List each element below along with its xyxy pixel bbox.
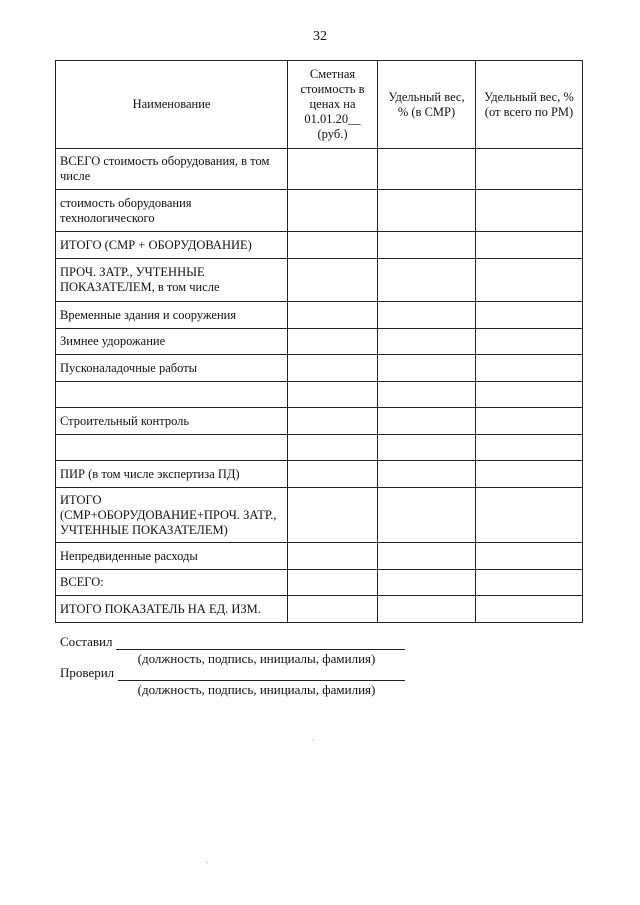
row-name: стоимость оборудования технологического — [56, 190, 288, 232]
cell — [288, 149, 378, 190]
table-row — [56, 596, 583, 623]
cell — [378, 461, 476, 488]
row-name: Непредвиденные расходы — [56, 543, 288, 570]
table-row — [56, 570, 583, 596]
cell — [476, 302, 583, 329]
cell — [288, 302, 378, 329]
cell — [288, 435, 378, 461]
cell — [378, 329, 476, 355]
row-name — [56, 382, 288, 408]
cell — [476, 355, 583, 382]
cell — [378, 596, 476, 623]
compiled-signature-line — [116, 635, 405, 650]
row-name: ИТОГО (СМР+ОБОРУДОВАНИЕ+ПРОЧ. ЗАТР., УЧТЕННЫЕ ПОКАЗАТЕЛЕМ) — [56, 488, 288, 543]
row-name: ПИР (в том числе экспертиза ПД) — [56, 461, 288, 488]
cell — [288, 543, 378, 570]
checked-hint: (должность, подпись, инициалы, фамилия) — [137, 682, 376, 697]
cell — [476, 461, 583, 488]
table-row — [56, 149, 583, 190]
cell — [288, 232, 378, 259]
cell — [378, 488, 476, 543]
cell — [476, 329, 583, 355]
cell — [476, 570, 583, 596]
cell — [378, 408, 476, 435]
cell — [378, 259, 476, 302]
table-row — [56, 461, 583, 488]
cell — [476, 232, 583, 259]
cell — [476, 408, 583, 435]
cell — [476, 543, 583, 570]
cell — [378, 149, 476, 190]
cell — [288, 190, 378, 232]
cell — [378, 190, 476, 232]
row-name: Пусконаладочные работы — [56, 355, 288, 382]
cell — [378, 543, 476, 570]
cell — [476, 149, 583, 190]
row-name — [56, 435, 288, 461]
table-row — [56, 302, 583, 329]
header-share-total: Удельный вес, % (от всего по РМ) — [476, 61, 583, 149]
checked-label: Проверил — [60, 665, 115, 680]
cell — [378, 435, 476, 461]
row-name: ИТОГО ПОКАЗАТЕЛЬ НА ЕД. ИЗМ. — [56, 596, 288, 623]
cell — [476, 435, 583, 461]
cell — [288, 596, 378, 623]
cell — [288, 329, 378, 355]
cell — [288, 461, 378, 488]
cell — [476, 488, 583, 543]
cell — [288, 408, 378, 435]
cell — [288, 382, 378, 408]
cell — [378, 570, 476, 596]
table-header-row — [56, 61, 583, 149]
compiled-label: Составил — [60, 634, 113, 649]
row-name: ВСЕГО стоимость оборудования, в том числе — [56, 149, 288, 190]
cell — [288, 259, 378, 302]
cell — [288, 488, 378, 543]
scan-speck — [207, 862, 208, 863]
cell — [378, 302, 476, 329]
table-row — [56, 329, 583, 355]
cell — [476, 596, 583, 623]
row-name: ИТОГО (СМР + ОБОРУДОВАНИЕ) — [56, 232, 288, 259]
signature-checked — [60, 665, 405, 698]
header-cost: Сметная стоимость в ценах на 01.01.20__ (руб.) — [288, 61, 378, 149]
row-name: ПРОЧ. ЗАТР., УЧТЕННЫЕ ПОКАЗАТЕЛЕМ, в том числе — [56, 259, 288, 302]
row-name: Временные здания и сооружения — [56, 302, 288, 329]
table-row — [56, 435, 583, 461]
table-row — [56, 259, 583, 302]
header-share-smr: Удельный вес, % (в СМР) — [378, 61, 476, 149]
header-name: Наименование — [56, 61, 288, 149]
table-row — [56, 488, 583, 543]
table-row — [56, 543, 583, 570]
cell — [288, 355, 378, 382]
estimate-table — [55, 60, 583, 623]
row-name: ВСЕГО: — [56, 570, 288, 596]
table-row — [56, 232, 583, 259]
cell — [378, 232, 476, 259]
cell — [288, 570, 378, 596]
compiled-hint: (должность, подпись, инициалы, фамилия) — [137, 651, 376, 666]
signature-compiled — [60, 634, 405, 667]
cell — [476, 259, 583, 302]
row-name: Строительный контроль — [56, 408, 288, 435]
cell — [476, 382, 583, 408]
checked-signature-line — [118, 666, 405, 681]
cell — [476, 190, 583, 232]
table-row — [56, 408, 583, 435]
table-row — [56, 382, 583, 408]
row-name: Зимнее удорожание — [56, 329, 288, 355]
table-row — [56, 355, 583, 382]
cell — [378, 382, 476, 408]
scan-speck — [313, 740, 314, 741]
cell — [378, 355, 476, 382]
table-row — [56, 190, 583, 232]
page-number: 32 — [313, 29, 327, 44]
